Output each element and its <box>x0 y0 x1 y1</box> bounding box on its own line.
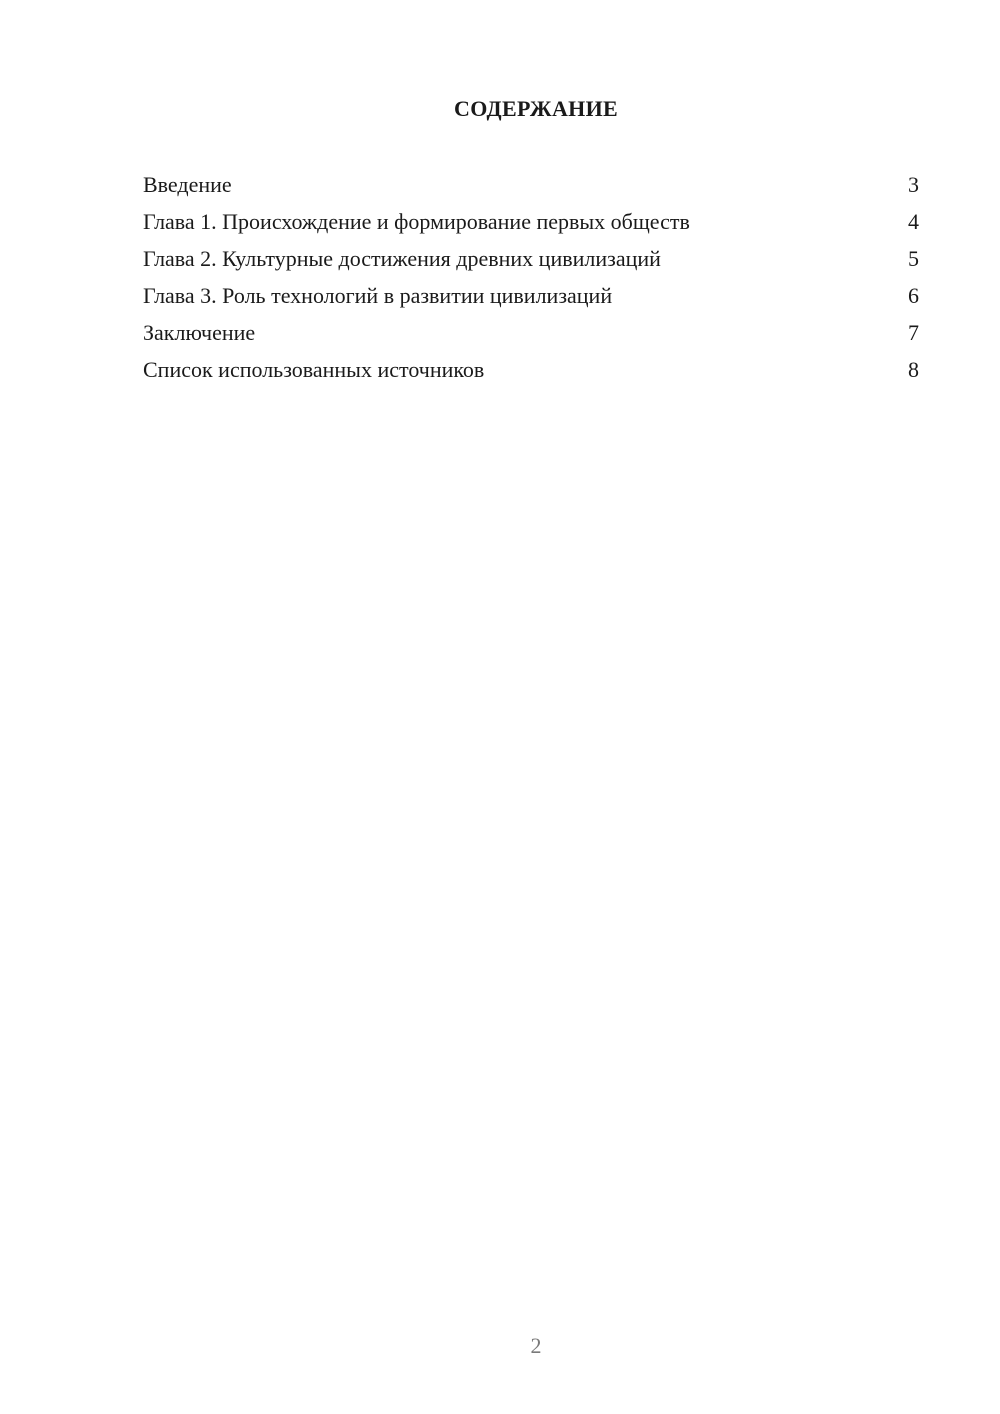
toc-entry-conclusion <box>143 318 919 355</box>
page-title: СОДЕРЖАНИЕ <box>454 96 618 121</box>
toc-entry-page: 5 <box>908 246 919 271</box>
toc-entry-chapter-1 <box>143 207 919 244</box>
toc-entry-page: 8 <box>908 357 919 382</box>
toc-entry-chapter-3 <box>143 281 919 318</box>
toc-entry-page: 7 <box>908 320 919 345</box>
page-number: 2 <box>530 1333 542 1358</box>
toc-entry-chapter-2 <box>143 244 919 281</box>
toc-entry-label: Глава 3. Роль технологий в развитии цивилизаций <box>143 283 613 308</box>
toc-entry-label: Список использованных источников <box>143 357 485 382</box>
toc-entry-references <box>143 355 919 392</box>
toc-entry-page: 3 <box>908 172 919 197</box>
table-of-contents <box>143 170 919 392</box>
toc-entry-page: 6 <box>908 283 919 308</box>
toc-entry-introduction <box>143 170 919 207</box>
toc-entry-label: Глава 1. Происхождение и формирование первых обществ <box>143 209 690 234</box>
toc-entry-label: Введение <box>143 172 232 197</box>
toc-entry-label: Заключение <box>143 320 256 345</box>
toc-entry-label: Глава 2. Культурные достижения древних цивилизаций <box>143 246 661 271</box>
toc-entry-page: 4 <box>908 209 919 234</box>
